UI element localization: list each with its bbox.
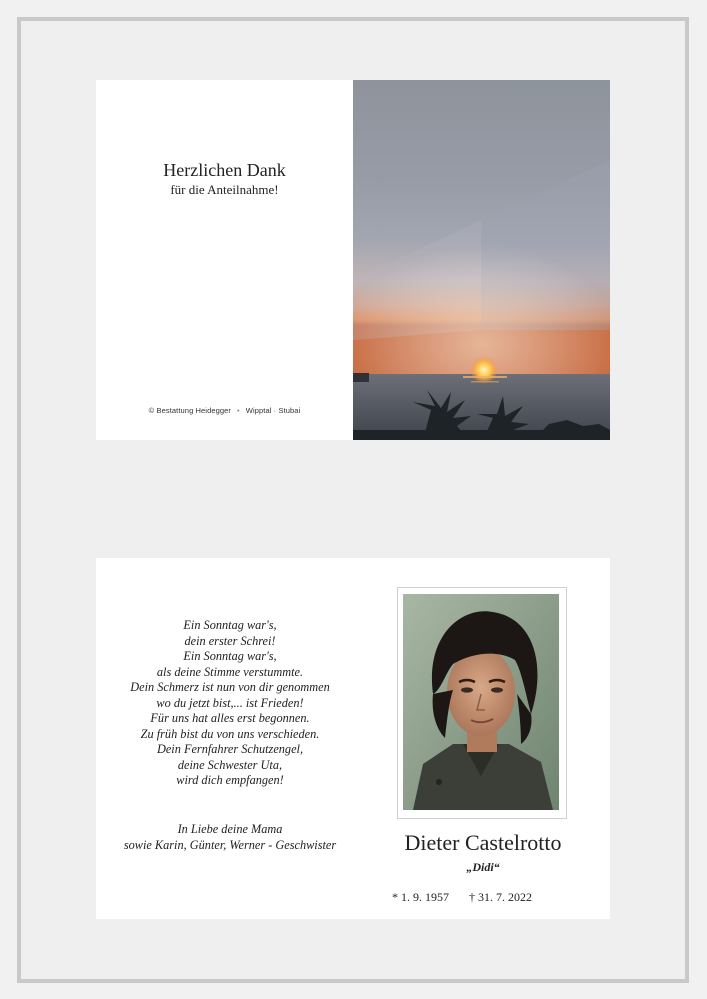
- poem-line: als deine Stimme verstummte.: [156, 664, 304, 679]
- poem-line: Dein Fernfahrer Schutzengel,: [156, 742, 304, 756]
- portrait-frame: [397, 587, 567, 819]
- poem-line: wo du jetzt bist,... ist Frieden!: [156, 695, 304, 710]
- credit-region: Wipptal · Stubai: [245, 406, 301, 415]
- thanks-subtitle: für die Anteilnahme!: [170, 182, 279, 197]
- thanks-panel: [96, 80, 353, 440]
- family-line-siblings: sowie Karin, Günter, Werner - Geschwister: [123, 837, 337, 852]
- poem-line: Ein Sonntag war's,: [183, 649, 277, 663]
- family-line-mother: In Liebe deine Mama: [177, 822, 283, 836]
- family-dedication: [96, 822, 364, 853]
- poem-line: Für uns hat alles erst begonnen.: [150, 711, 310, 725]
- credit-company: © Bestattung Heidegger: [148, 406, 232, 415]
- memorial-poem: [96, 618, 364, 789]
- poem-line: deine Schwester Uta,: [177, 757, 283, 772]
- poem-line: Ein Sonntag war's,: [183, 618, 277, 632]
- death-date: † 31. 7. 2022: [469, 890, 532, 904]
- deceased-name: Dieter Castelrotto: [404, 830, 562, 855]
- life-dates: [392, 890, 592, 905]
- poem-line: dein erster Schrei!: [184, 633, 276, 648]
- deceased-nickname: „Didi“: [466, 860, 500, 874]
- thanks-title: Herzlichen Dank: [163, 160, 286, 180]
- poem-line: Dein Schmerz ist nun von dir genommen: [130, 680, 330, 694]
- portrait-photo: [403, 594, 559, 810]
- memorial-card: [96, 558, 610, 919]
- thanks-card: [96, 80, 610, 440]
- poem-line: Zu früh bist du von uns verschieden.: [140, 726, 320, 741]
- sunset-sea-image: [353, 80, 610, 440]
- birth-date: * 1. 9. 1957: [392, 890, 449, 904]
- funeral-home-credit: [96, 406, 353, 415]
- poem-line: wird dich empfangen!: [176, 773, 284, 787]
- credit-separator-icon: •: [237, 406, 240, 415]
